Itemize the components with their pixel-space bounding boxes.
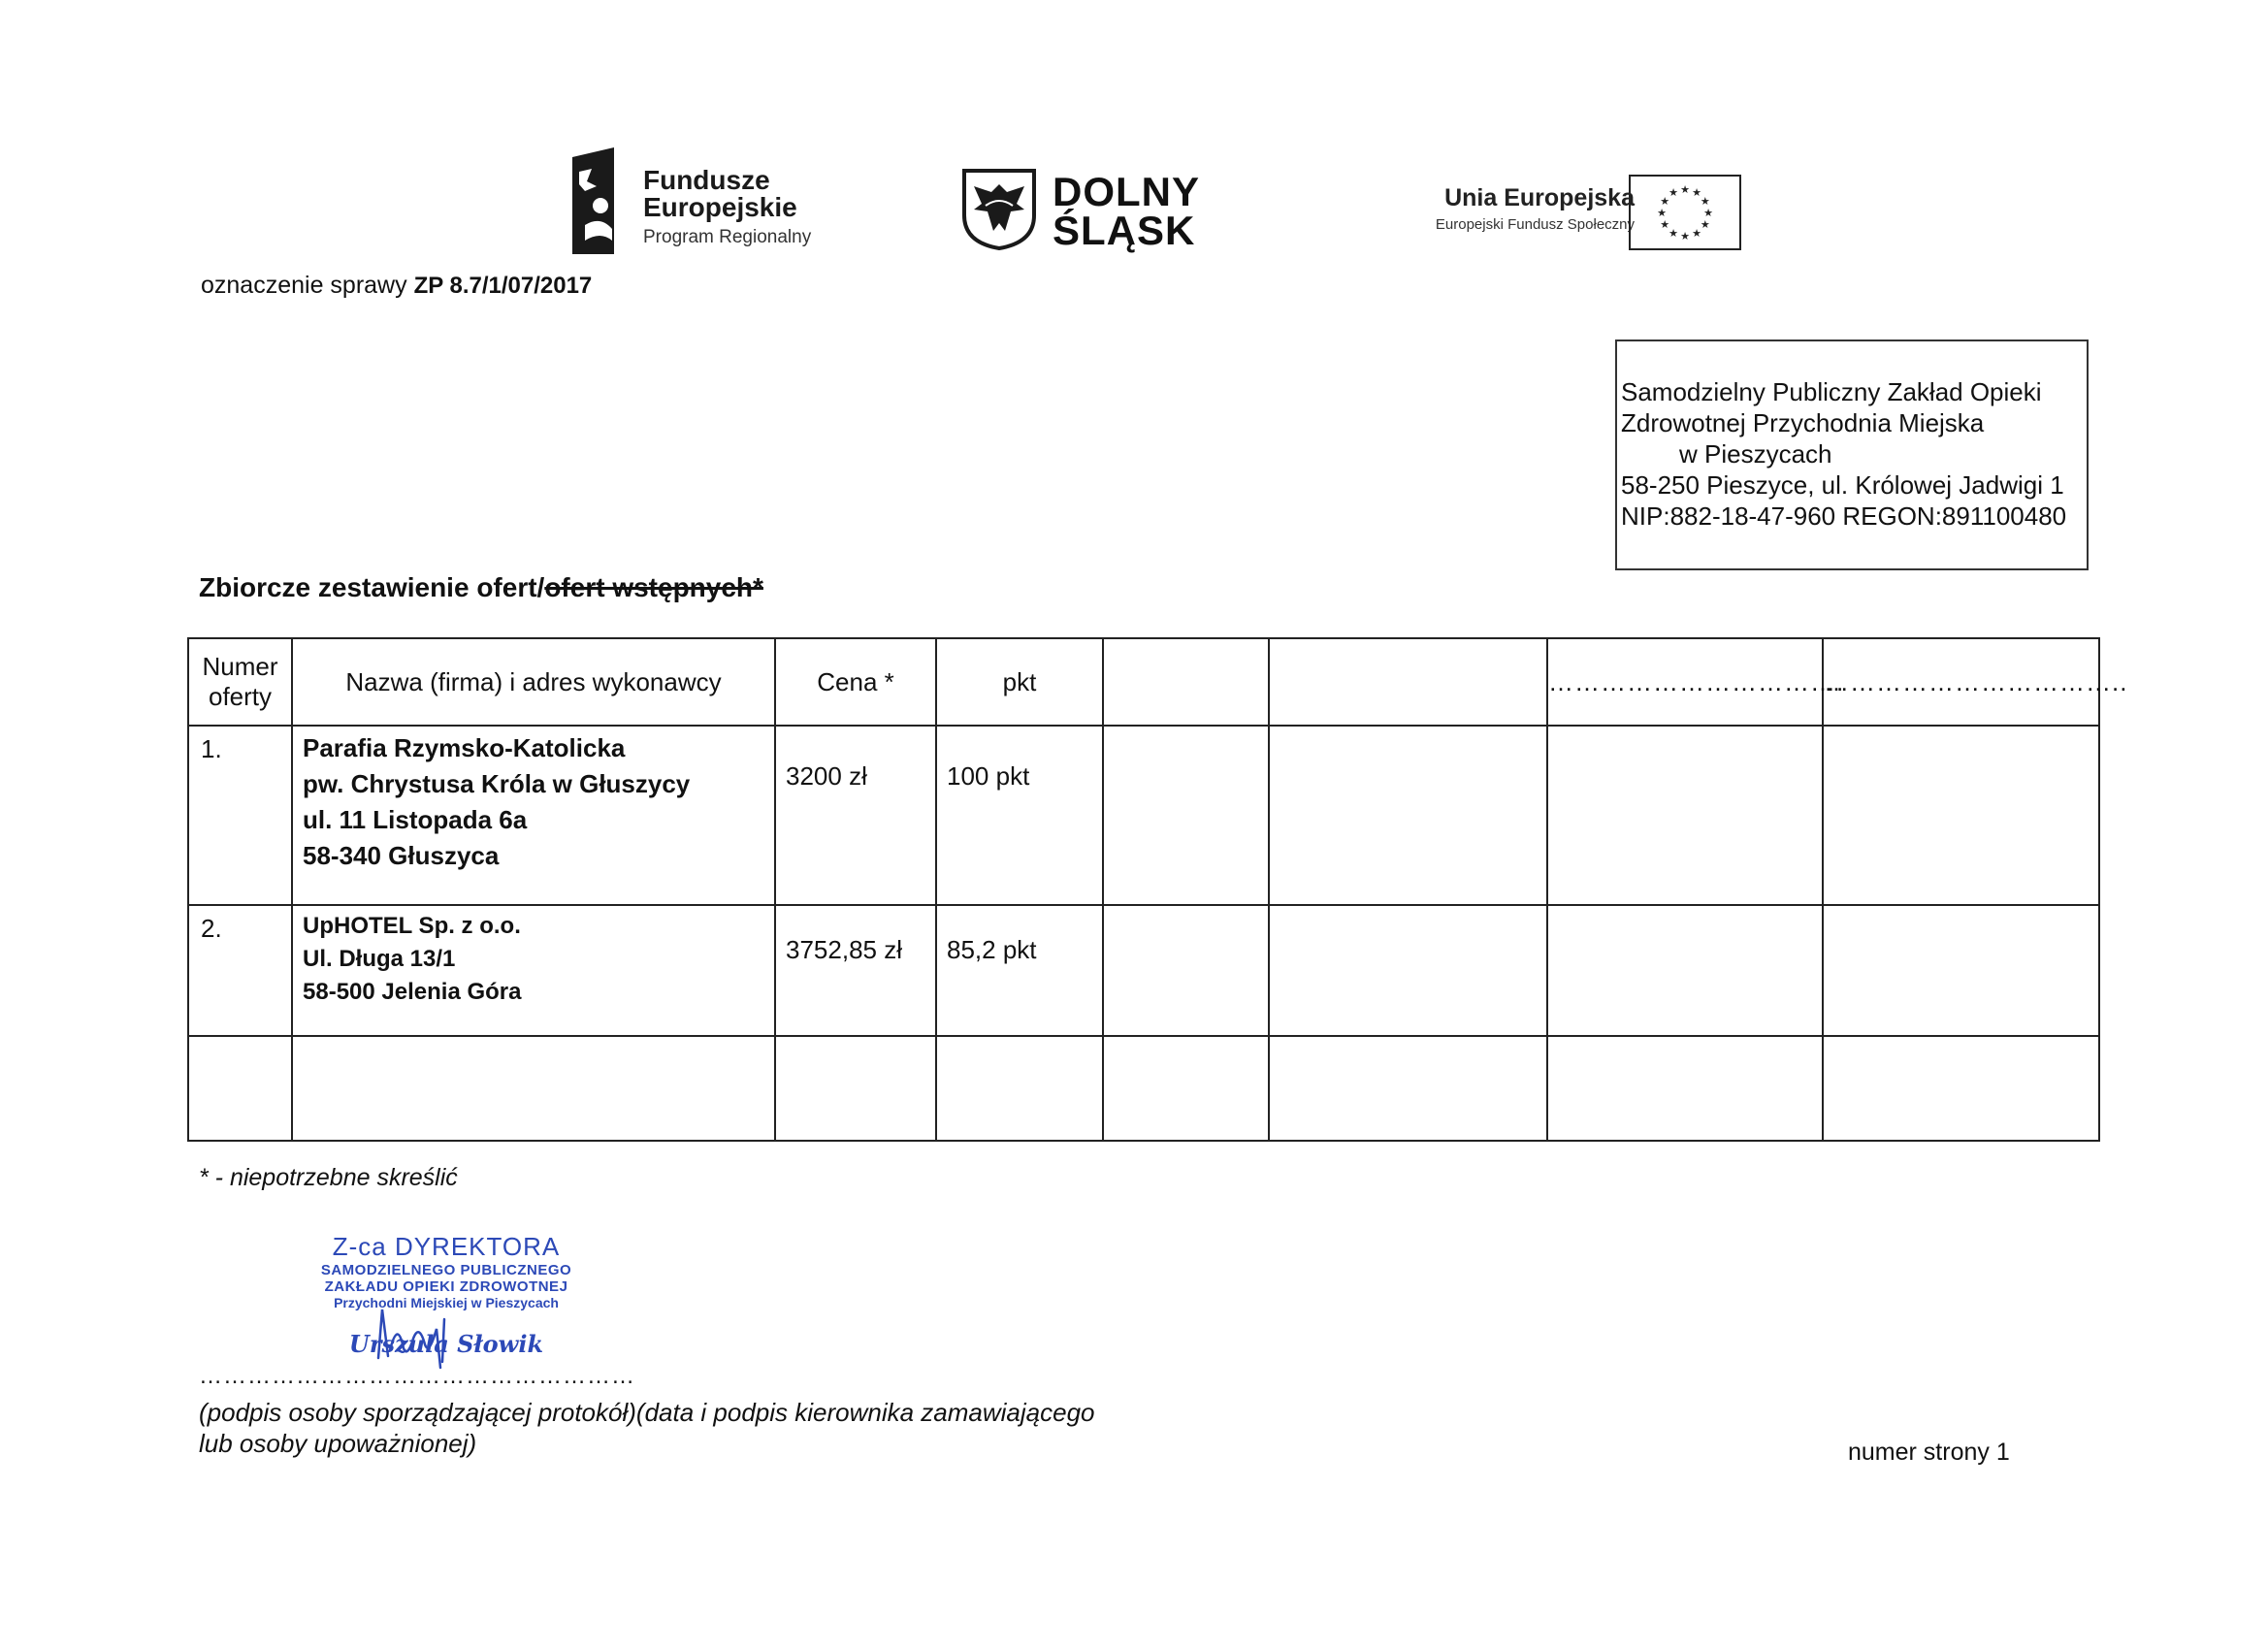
contractor-cell: [292, 726, 775, 905]
contractor-line: Ul. Długa 13/1: [303, 946, 456, 972]
empty-cell: [1547, 1036, 1823, 1141]
eagle-shield-icon: [960, 167, 1038, 250]
empty-cell: [1823, 1036, 2099, 1141]
address-line: 58-250 Pieszyce, ul. Królowej Jadwigi 1: [1621, 470, 2064, 500]
fundusze-europejskie-logo: [558, 147, 849, 264]
unia-europejska-logo: [1353, 175, 1741, 252]
contractor-line: pw. Chrystusa Króla w Głuszycy: [303, 769, 691, 798]
stamp-line4: Przychodni Miejskiej w Pieszycach: [334, 1295, 559, 1310]
header-num-line2: oferty: [208, 682, 273, 711]
contractor-line: Parafia Rzymsko-Katolicka: [303, 733, 626, 762]
offer-price: 3200 zł: [775, 726, 936, 905]
dolny-slask-logo: [960, 167, 1222, 254]
header-dots-7: …………………………….: [1547, 638, 1823, 726]
empty-cell: [936, 1036, 1103, 1141]
eu-star-icon: ★: [1700, 219, 1710, 231]
stamp-line1: Z-ca DYREKTORA: [332, 1232, 561, 1261]
header-empty-5: [1103, 638, 1269, 726]
eu-line1: Unia Europejska: [1444, 184, 1635, 211]
eu-line2: Europejski Fundusz Społeczny: [1435, 216, 1635, 233]
footnote: * - niepotrzebne skreślić: [199, 1164, 458, 1191]
table-row: [188, 905, 2099, 1036]
offer-price: 3752,85 zł: [775, 905, 936, 1036]
offers-table: [187, 637, 2128, 1142]
empty-cell: [1269, 1036, 1547, 1141]
header-empty-6: [1269, 638, 1547, 726]
eu-star-icon: ★: [1660, 196, 1670, 208]
stamp-line5: Urszula Słowik: [348, 1330, 544, 1358]
empty-cell: [1269, 905, 1547, 1036]
eu-star-icon: ★: [1660, 219, 1670, 231]
table-header-row: [188, 638, 2099, 726]
empty-cell: [1547, 905, 1823, 1036]
contractor-cell: [292, 905, 775, 1036]
empty-cell: [1547, 726, 1823, 905]
document-title: [199, 572, 763, 603]
contractor-line: ul. 11 Listopada 6a: [303, 805, 528, 834]
contractor-line: 58-500 Jelenia Góra: [303, 979, 522, 1005]
eu-star-icon: ★: [1700, 196, 1710, 208]
table-row: [188, 726, 2099, 905]
ds-line1: DOLNY: [1053, 169, 1200, 214]
address-line: NIP:882-18-47-960 REGON:891100480: [1621, 501, 2067, 531]
page-number: numer strony 1: [1848, 1439, 2010, 1466]
empty-cell: [775, 1036, 936, 1141]
institution-address-box: [1615, 340, 2089, 570]
empty-cell: [1103, 905, 1269, 1036]
fe-line2: Europejskie: [643, 192, 797, 222]
case-reference: [201, 272, 592, 300]
empty-cell: [1823, 726, 2099, 905]
signature-caption-line1: (podpis osoby sporządzającej protokół)(data i podpis kierownika zamawiającego: [199, 1398, 1095, 1427]
fe-line3: Program Regionalny: [643, 227, 812, 247]
header-points: pkt: [936, 638, 1103, 726]
eu-star-icon: ★: [1680, 184, 1690, 196]
header-price: Cena *: [775, 638, 936, 726]
title-struck: ofert wstępnych*: [544, 572, 763, 602]
signature-dots: ………………………………………………: [199, 1363, 635, 1389]
empty-cell: [1823, 905, 2099, 1036]
empty-cell: [292, 1036, 775, 1141]
case-number: ZP 8.7/1/07/2017: [413, 273, 593, 299]
ds-line2: ŚLĄSK: [1053, 208, 1196, 253]
eu-star-icon: ★: [1680, 231, 1690, 242]
address-line: Samodzielny Publiczny Zakład Opieki: [1621, 377, 2042, 406]
empty-cell: [1103, 726, 1269, 905]
stamp-line2: SAMODZIELNEGO PUBLICZNEGO: [320, 1262, 572, 1278]
header-contractor: Nazwa (firma) i adres wykonawcy: [292, 638, 775, 726]
table-row: [188, 1036, 2099, 1141]
address-line: Zdrowotnej Przychodnia Miejska: [1621, 408, 1985, 437]
eu-star-icon: ★: [1669, 227, 1678, 240]
eu-star-icon: ★: [1669, 187, 1678, 200]
title-main: Zbiorcze zestawienie ofert/: [199, 572, 545, 602]
fe-line1: Fundusze: [643, 165, 770, 195]
stamp-line3: ZAKŁADU OPIEKI ZDROWOTNEJ: [324, 1278, 568, 1295]
offer-number: 1.: [188, 726, 292, 905]
header-dots-8: ……………………………..: [1823, 638, 2099, 726]
empty-cell: [188, 1036, 292, 1141]
offer-points: 85,2 pkt: [936, 905, 1103, 1036]
address-line: w Pieszycach: [1679, 439, 1832, 469]
offer-points: 100 pkt: [936, 726, 1103, 905]
fe-emblem-icon: [558, 147, 626, 254]
signature-caption-line2: lub osoby upoważnionej): [199, 1429, 477, 1458]
eu-star-icon: ★: [1692, 187, 1701, 200]
eu-star-icon: ★: [1703, 208, 1713, 219]
header-num-line1: Numer: [202, 652, 278, 681]
case-label: oznaczenie sprawy: [201, 272, 407, 299]
header-offer-number: [188, 638, 292, 726]
eu-star-icon: ★: [1692, 227, 1701, 240]
eu-flag-icon: [1629, 175, 1741, 250]
contractor-line: 58-340 Głuszyca: [303, 841, 500, 870]
offer-number: 2.: [188, 905, 292, 1036]
empty-cell: [1103, 1036, 1269, 1141]
signature-caption: [199, 1397, 1095, 1459]
eu-star-icon: ★: [1657, 208, 1667, 219]
contractor-line: UpHOTEL Sp. z o.o.: [303, 913, 521, 939]
empty-cell: [1269, 726, 1547, 905]
